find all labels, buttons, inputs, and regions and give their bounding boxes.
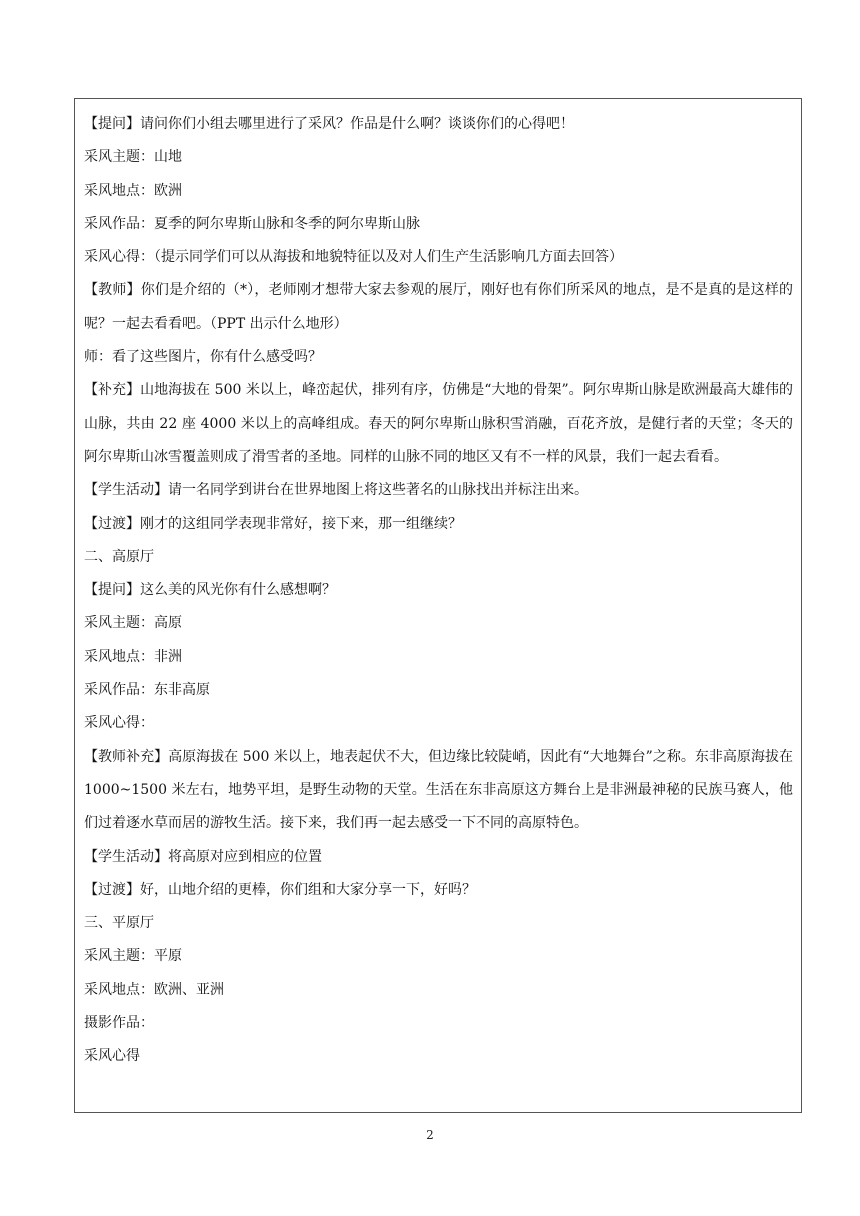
paragraph-teacher-1: 【教师】你们是介绍的（*），老师刚才想带大家去参观的展厅，刚好也有你们所采风的地点，是不是真的是这样的呢？一起去看看吧。（PPT 出示什么地形） (84, 282, 793, 332)
paragraph-student-activity-1: 【学生活动】请一名同学到讲台在世界地图上将这些著名的山脉找出并标注出来。 (84, 482, 588, 499)
paragraph-supplement-mountain: 【补充】山地海拔在 500 米以上，峰峦起伏，排列有序，仿佛是“大地的骨架”。阿尔卑斯山脉是欧洲最高大雄伟的山脉，共由 22 座 4000 米以上的高峰组成。春天的阿尔卑斯山脉积雪消融，百花齐放，是健行者的天堂；冬天的阿尔卑斯山冰雪覆盖则成了滑雪者的圣地。同样的山脉不同的地区又有不一样的风景，我们一起去看看。 (84, 382, 793, 465)
paragraph-location-europe-asia: 采风地点：欧洲、亚洲 (84, 981, 224, 998)
paragraph-location-africa: 采风地点：非洲 (84, 648, 182, 665)
paragraph-location-europe: 采风地点：欧洲 (84, 182, 182, 199)
paragraph-theme-plateau: 采风主题：高原 (84, 615, 182, 632)
paragraph-reflection-1: 采风心得：（提示同学们可以从海拔和地貌特征以及对人们生产生活影响几方面去回答） (84, 249, 623, 266)
paragraph-reflection-2: 采风心得： (84, 715, 154, 732)
paragraph-teacher-question: 师：看了这些图片，你有什么感受吗？ (84, 349, 322, 366)
paragraph-student-activity-2: 【学生活动】将高原对应到相应的位置 (84, 848, 322, 865)
paragraph-theme-mountain: 采风主题：山地 (84, 149, 182, 166)
paragraph-transition-2: 【过渡】好，山地介绍的更棒，你们组和大家分享一下，好吗？ (84, 881, 476, 898)
section-heading-plain: 三、平原厅 (84, 915, 154, 932)
paragraph-reflection-3: 采风心得 (84, 1048, 140, 1065)
page-number: 2 (426, 1128, 434, 1142)
paragraph-theme-plain: 采风主题：平原 (84, 948, 182, 965)
paragraph-question-1: 【提问】请问你们小组去哪里进行了采风？作品是什么啊？谈谈你们的心得吧！ (84, 116, 574, 132)
lesson-content-box (74, 98, 802, 1113)
paragraph-question-2: 【提问】这么美的风光你有什么感想啊？ (84, 582, 336, 599)
paragraph-teacher-supplement-plateau: 【教师补充】高原海拔在 500 米以上，地表起伏不大，但边缘比较陡峭，因此有“大地舞台”之称。东非高原海拔在 1000~1500 米左右，地势平坦，是野生动物的天堂。生活在东非高原这方舞台上是非洲最神秘的民族马赛人，他们过着逐水草而居的游牧生活。接下来，我们再一起去感受一下不同的高原特色。 (84, 748, 793, 832)
section-heading-plateau: 二、高原厅 (84, 548, 154, 565)
paragraph-work-east-africa: 采风作品：东非高原 (84, 682, 210, 699)
paragraph-photo-work: 摄影作品： (84, 1015, 154, 1032)
paragraph-work-alps: 采风作品：夏季的阿尔卑斯山脉和冬季的阿尔卑斯山脉 (84, 215, 420, 232)
paragraph-transition-1: 【过渡】刚才的这组同学表现非常好，接下来，那一组继续？ (84, 515, 462, 532)
